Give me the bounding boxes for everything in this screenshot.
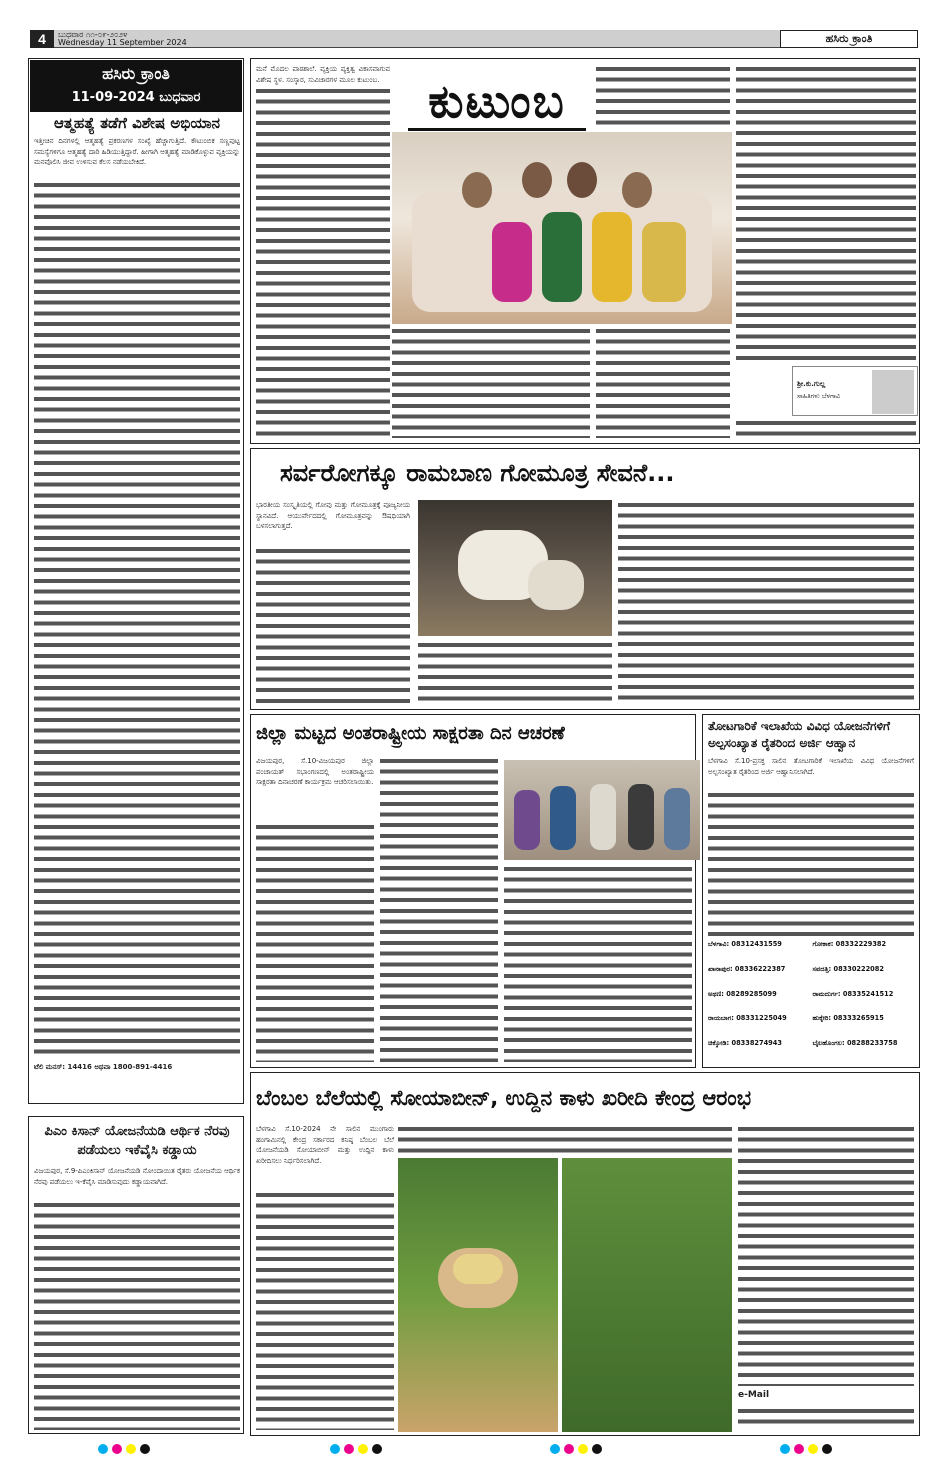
family-member-figure [522, 162, 552, 198]
phone-entry: ಹುಕ್ಕೇರಿ: 08333265915 [812, 1014, 884, 1023]
family-member-dress [542, 212, 582, 302]
print-mark-cyan [98, 1444, 108, 1454]
author-name: ಶ್ರೀ.ಕು.ಗುಲ್ಲ [797, 380, 826, 388]
print-mark-cyan [330, 1444, 340, 1454]
family-headline: ಕುಟುಂಬ [408, 73, 586, 131]
phone-entry: ಅಥಣಿ: 08289285099 [708, 989, 777, 998]
phone-entry: ಬೆಳಗಾವಿ: 08312431559 [708, 940, 782, 948]
author-tag: ಸಾಹಿತಿಗಳು ಬೆಳಗಾವಿ [797, 392, 841, 400]
family-col4-end-text [736, 418, 916, 440]
soybean-col3-text [738, 1124, 914, 1386]
family-photo [392, 132, 732, 324]
phone-entry: ಖಾನಾಪುರ: 08336222387 [708, 964, 786, 973]
phone-entry: ಗೋಕಾಕ: 08332229382 [812, 940, 887, 948]
horticulture-headline: ತೋಟಗಾರಿಕೆ ಇಲಾಖೆಯ ವಿವಿಧ ಯೋಜನೆಗಳಿಗೆ ಅಲ್ಪಸಂಖ್ಯಾತ ರೈತರಿಂದ ಅರ್ಜಿ ಆಹ್ವಾನ [708, 719, 890, 750]
print-mark-black [592, 1444, 602, 1454]
phone-entry: ರಾಯಬಾಗ: 08331225049 [708, 1014, 787, 1023]
person-figure [628, 784, 654, 850]
person-figure [590, 784, 616, 850]
print-mark-black [140, 1444, 150, 1454]
author-box [792, 366, 918, 416]
gomutra-lead: ಭಾರತೀಯ ಸಂಸ್ಕೃತಿಯಲ್ಲಿ ಗೋವು ಮತ್ತು ಗೋಮೂತ್ರಕ್ಕೆ ಪೂಜ್ಯನೀಯ ಸ್ಥಾನವಿದೆ. ಆಯುರ್ವೇದದಲ್ಲಿ ಗೋಮೂತ್ರವನ್ನು ಔಷಧಿಯಾಗಿ ಬಳಸಲಾಗುತ್ತದೆ. [256, 501, 410, 531]
family-member-figure [567, 162, 597, 198]
soybean-col1-text [256, 1190, 394, 1430]
soybean-hands-photo [398, 1158, 558, 1432]
soybean-headline: ಬೆಂಬಲ ಬೆಲೆಯಲ್ಲಿ ಸೋಯಾಬೀನ್, ಉದ್ದಿನ ಕಾಳು ಖರೀದಿ ಕೇಂದ್ರ ಆರಂಭ [256, 1076, 914, 1120]
section-label: ಹಸಿರು ಕ್ರಾಂತಿ [780, 30, 918, 48]
phone-entry: ರಾಮದುರ್ಗ: 08335241512 [812, 989, 894, 998]
date-english: Wednesday 11 September 2024 [58, 38, 187, 47]
soybean-col3-end-text [738, 1406, 914, 1430]
phone-entry: ಬೈಲಹೊಂಗಲ: 08288233758 [812, 1039, 898, 1048]
print-mark-yellow [578, 1444, 588, 1454]
person-figure [550, 786, 576, 850]
family-member-dress [492, 222, 532, 302]
family-col4-text [736, 64, 916, 364]
print-mark-magenta [564, 1444, 574, 1454]
print-mark-black [822, 1444, 832, 1454]
print-mark-yellow [358, 1444, 368, 1454]
family-col2top-text [596, 64, 730, 130]
masthead-date: 11-09-2024 ಬುಧವಾರ [71, 90, 201, 105]
family-member-dress [642, 222, 686, 302]
person-figure [664, 788, 690, 850]
soybean-field-photo [562, 1158, 732, 1432]
literacy-lead: ವಿಜಯಪುರ, ಸೆ.10-ವಿಜಯಪುರ ಜಿಲ್ಲಾ ಪಂಚಾಯತ್ ಸಭಾಂಗಣದಲ್ಲಿ ಅಂತರಾಷ್ಟ್ರೀಯ ಸಾಕ್ಷರತಾ ದಿನಾಚರಣೆ ಕಾರ್ಯಕ್ರಮ ಆಚರಿಸಲಾಯಿತು. [256, 757, 374, 787]
literacy-headline: ಜಿಲ್ಲಾ ಮಟ್ಟದ ಅಂತರಾಷ್ಟ್ರೀಯ ಸಾಕ್ಷರತಾ ದಿನ ಆಚರಣೆ [256, 716, 692, 752]
family-col1-text [256, 86, 390, 438]
family-member-figure [622, 172, 652, 208]
suicide-helpline: ಟೆಲಿ ಮನಸ್: 14416 ಅಥವಾ 1800-891-4416 [34, 1063, 173, 1071]
gomutra-headline: ಸರ್ವರೋಗಕ್ಕೂ ರಾಮಬಾಣ ಗೋಮೂತ್ರ ಸೇವನೆ... [280, 450, 910, 496]
suicide-body-text [34, 180, 240, 1060]
literacy-col2-text [380, 756, 498, 1062]
phone-entry: ಚಿಕ್ಕೋಡಿ: 08338274943 [708, 1039, 782, 1048]
pm-kisan-headline: ಪಿಎಂ ಕಿಸಾನ್ ಯೋಜನೆಯಡಿ ಆರ್ಥಿಕ ನೆರವು ಪಡೆಯಲು ಇಕೆವೈಸಿ ಕಡ್ಡಾಯ [44, 1124, 230, 1158]
horticulture-lead: ಬೆಳಗಾವಿ ಸೆ.10-ಪ್ರಸಕ್ತ ಸಾಲಿನ ತೋಟಗಾರಿಕೆ ಇಲಾಖೆಯ ವಿವಿಧ ಯೋಜನೆಗಳಿಗೆ ಅಲ್ಪಸಂಖ್ಯಾತ ರೈತರಿಂದ ಅರ್ಜಿ ಆಹ್ವಾನಿಸಲಾಗಿದೆ. [708, 757, 914, 776]
soybeans-shape [453, 1254, 503, 1284]
family-member-dress [592, 212, 632, 302]
gomutra-col2-text [418, 640, 612, 706]
print-mark-magenta [344, 1444, 354, 1454]
literacy-event-photo [504, 760, 700, 860]
family-lead: ಮನೆ ಮೊದಲ ಪಾಠಶಾಲೆ. ವ್ಯಕ್ತಿಯ ವ್ಯಕ್ತಿತ್ವ ವಿಕಾಸವಾಗುವ ವಿಶೇಷ ಸ್ಥಳ. ಸಂಸ್ಕಾರ, ಸುವಿಚಾರಗಳ ಮೂಲ ಕುಟುಂಬ. [256, 65, 390, 84]
horticulture-body-text [708, 790, 914, 936]
email-note: e-Mail [738, 1390, 770, 1400]
author-photo [872, 370, 914, 414]
print-mark-yellow [808, 1444, 818, 1454]
header-date [58, 31, 187, 47]
suicide-lead: ಇತ್ತೀಚಿನ ದಿನಗಳಲ್ಲಿ ಆತ್ಮಹತ್ಯೆ ಪ್ರಕರಣಗಳ ಸಂಖ್ಯೆ ಹೆಚ್ಚಾಗುತ್ತಿದೆ. ಕೌಟುಂಬಿಕ ಸಣ್ಣಪುಟ್ಟ ಸಮಸ್ಯೆಗಳಿಗೂ ಆತ್ಮಹತ್ಯೆ ದಾರಿ ಹಿಡಿಯುತ್ತಿದ್ದಾರೆ. ಹೀಗಾಗಿ ಆತ್ಮಹತ್ಯೆ ಮಾಡಿಕೊಳ್ಳುವ ವ್ಯಕ್ತಿಯನ್ನು ಮನವೊಲಿಸಿ ಜೀವ ಉಳಿಸುವ ಕೆಲಸ ನಡೆಯಬೇಕಿದೆ. [34, 137, 240, 167]
print-mark-cyan [550, 1444, 560, 1454]
soybean-lead: ಬೆಳಗಾವಿ ಸೆ.10-2024 ನೇ ಸಾಲಿನ ಮುಂಗಾರು ಹಂಗಾಮಿನಲ್ಲಿ ಕೇಂದ್ರ ಸರ್ಕಾರದ ಕನಿಷ್ಠ ಬೆಂಬಲ ಬೆಲೆ ಯೋಜನೆಯಡಿ ಸೋಯಾಬೀನ್ ಮತ್ತು ಉದ್ದಿನ ಕಾಳು ಖರೀದಿಸಲು ನಿರ್ಧರಿಸಲಾಗಿದೆ. [256, 1125, 394, 1166]
literacy-col1-text [256, 822, 374, 1062]
gomutra-col1-text [256, 546, 410, 706]
pm-kisan-body-text [34, 1200, 240, 1430]
pm-kisan-lead: ವಿಜಯಪುರ, ಸೆ.9-ಪಿಎಂಕಿಸಾನ್ ಯೋಜನೆಯಡಿ ನೋಂದಾಯಿತ ರೈತರು ಯೋಜನೆಯ ಆರ್ಥಿಕ ನೆರವು ಪಡೆಯಲು ಇ-ಕೆವೈಸಿ ಮಾಡಿಸುವುದು ಕಡ್ಡಾಯವಾಗಿದೆ. [34, 1167, 240, 1186]
print-mark-yellow [126, 1444, 136, 1454]
gomutra-col3-text [618, 500, 914, 706]
family-col3-text [596, 326, 730, 438]
horticulture-phone-list [708, 938, 914, 1062]
soybean-col2top-text [398, 1124, 732, 1156]
print-mark-cyan [780, 1444, 790, 1454]
page-number: 4 [30, 30, 54, 48]
print-mark-black [372, 1444, 382, 1454]
family-col2-text [392, 326, 590, 438]
suicide-headline: ಆತ್ಮಹತ್ಯೆ ತಡೆಗೆ ವಿಶೇಷ ಅಭಿಯಾನ [53, 114, 221, 132]
literacy-col3-text [504, 864, 692, 1062]
phone-entry: ಸವದತ್ತಿ: 08330222082 [812, 964, 884, 973]
print-mark-magenta [794, 1444, 804, 1454]
masthead-title: ಹಸಿರು ಕ್ರಾಂತಿ [102, 64, 170, 83]
print-mark-magenta [112, 1444, 122, 1454]
person-figure [514, 790, 540, 850]
family-member-figure [462, 172, 492, 208]
calf-shape [528, 560, 584, 610]
date-kannada: ಬುಧವಾರ ೧೧-೦೯-೨೦೨೪ [58, 30, 128, 39]
cow-photo [418, 500, 612, 636]
